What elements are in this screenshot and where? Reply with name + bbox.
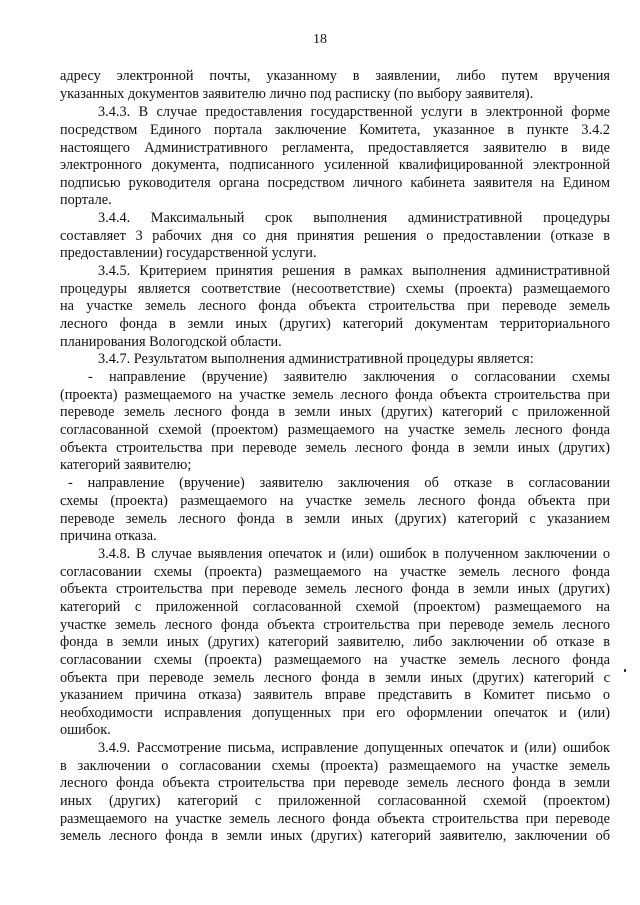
text-line: объекта строительства при переводе земель лесного фонда в земли иных (других) — [60, 581, 610, 597]
text-line: категорий с приложенной согласованной схемой (проектом) размещаемого на — [60, 599, 610, 615]
text-line: портале. — [60, 192, 112, 208]
text-line: объекта строительства при переводе земель лесного фонда в земли иных (других) — [60, 440, 610, 456]
text-line: посредством Единого портала заключение Комитета, указанное в пункте 3.4.2 — [60, 122, 610, 138]
text-line: настоящего Административного регламента, предоставляется заявителю в виде — [60, 140, 610, 156]
text-line: участке земель лесного фонда объекта строительства при переводе земель лесного — [60, 617, 610, 633]
scan-speck — [624, 669, 626, 672]
text-line: объекта при переводе земель лесного фонда в земли иных (других) категорий с — [60, 670, 610, 686]
text-line: подписью руководителя органа посредством личного кабинета заявителя на Едином — [60, 175, 610, 191]
text-line: указанием причина отказа) заявитель вправе представить в Комитет письмо о — [60, 687, 610, 703]
text-line: категорий заявителю; — [60, 457, 192, 473]
text-line: электронного документа, подписанного усиленной квалифицированной электронной — [60, 157, 610, 173]
text-line: причина отказа. — [60, 528, 157, 544]
text-line: составляет 3 рабочих дня со дня принятия решения о предоставлении (отказе в — [60, 228, 610, 244]
text-line: переводе земель лесного фонда в земли иных (других) категорий с приложенной — [60, 404, 610, 420]
text-line: земель лесного фонда в земли иных (других) категорий заявителю, заключении об — [60, 828, 610, 844]
text-line: согласовании схемы (проекта) размещаемого на участке земель лесного фонда — [60, 564, 610, 580]
text-line: 3.4.5. Критерием принятия решения в рамках выполнения административной — [98, 263, 610, 279]
text-line: переводе земель лесного фонда в земли иных (других) категорий с указанием — [60, 511, 610, 527]
text-line: 3.4.7. Результатом выполнения административной процедуры является: — [98, 351, 534, 367]
text-line: лесного фонда объекта строительства при переводе земель лесного фонда в земли — [60, 775, 610, 791]
text-line: размещаемого на участке земель лесного фонда объекта строительства при переводе — [60, 811, 610, 827]
text-line: адресу электронной почты, указанному в заявлении, либо путем вручения — [60, 68, 610, 84]
text-line: планирования Вологодской области. — [60, 334, 282, 350]
text-line: лесного фонда в земли иных (других) категорий документам территориального — [60, 316, 610, 332]
text-line: необходимости исправления допущенных при его оформлении опечаток и (или) — [60, 705, 610, 721]
text-line: согласованной схемой (проектом) размещаемого на участке земель лесного фонда — [60, 422, 610, 438]
text-line: в заключении о согласовании схемы (проекта) размещаемого на участке земель — [60, 758, 610, 774]
text-line: 3.4.9. Рассмотрение письма, исправление допущенных опечаток и (или) ошибок — [98, 740, 610, 756]
text-line: фонда в земли иных (других) категорий заявителю, либо заключении об отказе в — [60, 634, 610, 650]
text-line: 3.4.3. В случае предоставления государственной услуги в электронной форме — [98, 104, 610, 120]
text-line: - направление (вручение) заявителю заключения об отказе в согласовании — [68, 475, 610, 491]
page-number: 18 — [313, 32, 327, 47]
text-line: 3.4.4. Максимальный срок выполнения административной процедуры — [98, 210, 610, 226]
text-line: ошибок. — [60, 722, 111, 738]
text-line: согласовании схемы (проекта) размещаемого на участке земель лесного фонда — [60, 652, 610, 668]
text-line: - направление (вручение) заявителю заключения о согласовании схемы — [88, 369, 610, 385]
text-line: на участке земель лесного фонда объекта строительства при переводе земель — [60, 298, 610, 314]
text-line: схемы (проекта) размещаемого на участке земель лесного фонда объекта при — [60, 493, 610, 509]
text-line: указанных документов заявителю лично под расписку (по выбору заявителя). — [60, 86, 534, 102]
text-line: предоставлении) государственной услуги. — [60, 245, 317, 261]
text-line: (проекта) размещаемого на участке земель лесного фонда объекта строительства при — [60, 387, 610, 403]
text-line: процедуры является соответствие (несоответствие) схемы (проекта) размещаемого — [60, 281, 610, 297]
text-line: иных (других) категорий с приложенной согласованной схемой (проектом) — [60, 793, 610, 809]
text-line: 3.4.8. В случае выявления опечаток и (или) ошибок в полученном заключении о — [98, 546, 610, 562]
